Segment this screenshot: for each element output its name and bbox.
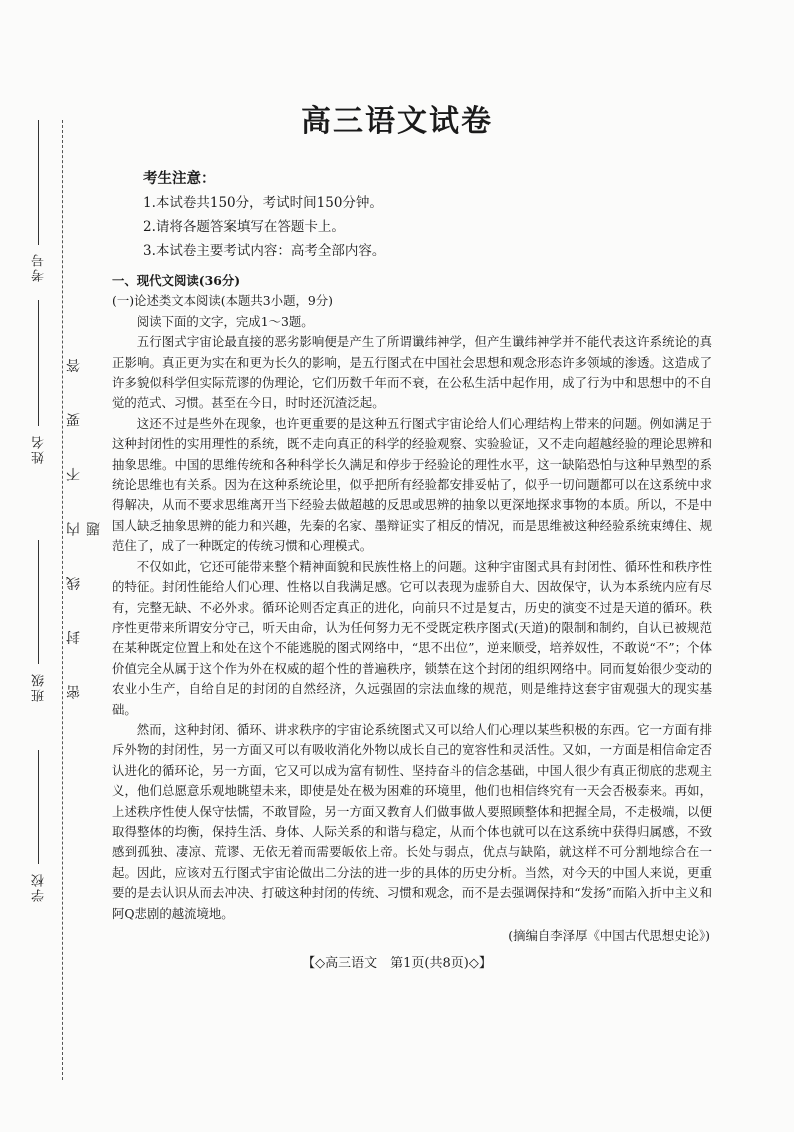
notice-heading: 考生注意：: [143, 170, 216, 187]
passage-source: (摘编自李泽厚《中国古代思想史论》): [508, 928, 710, 943]
name-label: 姓名: [32, 434, 47, 464]
class-label: 班级: [32, 672, 47, 702]
exam-number-label: 考号: [32, 252, 47, 282]
candidate-notice: [143, 167, 385, 263]
page-footer: 【◇高三语文 第1页(共8页)◇】: [302, 956, 492, 971]
class-blank: [38, 540, 39, 664]
seal-notice: 密 封 线 内 不 要 答 题: [66, 340, 102, 700]
name-blank: [38, 300, 39, 426]
subsection-heading: (一)论述类文本阅读(本题共3小题，9分): [112, 293, 333, 309]
passage-paragraph: 不仅如此，它还可能带来整个精神面貌和民族性格上的问题。这种宇宙图式具有封闭性、循环性和秩序性的特征。封闭性能给人们心理、性格以自我满足感。它可以表现为虚骄自大、因故保守，认为本系统内应有尽有，完整无缺、不必外求。循环论则否定真正的进化，向前只不过是复古，历史的演变不过是天道的循环。秩序性更带来所谓安分守己，听天由命，认为任何努力无不受既定秩序图式(天道)的限制和制约，自认已被规范在某种既定位置上和处在这个不能逃脱的图式网络中，“思不出位”，逆来顺受，培养奴性，不敢说“不”；个体价值完全从属于这个作为外在权威的超个性的普遍秩序，锁禁在这个封闭的组织网络中。同而复始很少变动的农业小生产，自给自足的封闭的自然经济，久远强固的宗法血缘的规范，则是维持这套宇宙观强大的现实基础。: [112, 558, 712, 717]
passage-paragraph: 然而，这种封闭、循环、讲求秩序的宇宙论系统图式又可以给人们心理以某些积极的东西。它一方面有排斥外物的封闭性，另一方面又可以有吸收消化外物以成长自己的宽容性和灵活性。又如，一方面是相信命定否认进化的循环论，另一方面，它又可以成为富有韧性、坚持奋斗的信念基础，中国人很少有真正彻底的悲观主义，他们总愿意乐观地眺望未来，即使是处在极为困难的环境里，他们也相信终究有一天会否极泰来。再如，上述秩序性使人保守怯懦，不敢冒险，另一方面又教育人们做事做人要照顾整体和把握全局，不走极端，以便取得整体的均衡，保持生活、身体、人际关系的和谐与稳定，从而个体也就可以在这系统中获得归属感，不致感到孤独、凄凉、荒谬、无依无着而需要皈依上帝。长处与弱点，优点与缺陷，就这样不可分割地综合在一起。因此，应该对五行图式宇宙论做出二分法的进一步的具体的历史分析。当然，对今天的中国人来说，更重要的是去认识从而去冲决、打破这种封闭的传统、习惯和观念，而不是去强调保持和“发扬”而陷入折中主义和阿Q悲剧的越流境地。: [112, 721, 712, 921]
exam-title: 高三语文试卷: [301, 104, 493, 139]
notice-item: 3.本试卷主要考试内容：高考全部内容。: [143, 243, 386, 259]
section-heading: 一、现代文阅读(36分): [112, 273, 241, 288]
passage-paragraph: 这还不过是些外在现象，也许更重要的是这种五行图式宇宙论给人们心理结构上带来的问题。例如满足于这种封闭性的实用理性的系统，既不走向真正的科学的经验观察、实验验证，又不走向超越经验的理论思辨和抽象思维。中国的思维传统和各种科学长久满足和停步于经验论的理性水平，这一缺陷恐怕与这种早熟型的系统论思维也有关系。因为在这种系统论里，似乎把所有经验都安排妥帖了，似乎一切问题都可以在这系统中求得解决，从而不要求思维离开当下经验去做超越的反思或思辨的抽象以更深地探求事物的本质。所以，不是中国人缺乏抽象思辨的能力和兴趣，先秦的名家、墨辩证实了相反的情况，而是思维被这种经验系统束缚住、规范住了，成了一种既定的传统习惯和心理模式。: [112, 415, 712, 554]
notice-item: 2.请将各题答案填写在答题卡上。: [143, 219, 345, 235]
seal-line: [62, 120, 63, 1080]
reading-section: [112, 271, 712, 946]
reading-instruction: 阅读下面的文字，完成1～3题。: [136, 313, 314, 329]
school-label: 学校: [32, 872, 47, 902]
notice-item: 1.本试卷共150分，考试时间150分钟。: [143, 195, 383, 211]
school-blank: [38, 750, 39, 864]
passage-paragraph: 五行图式宇宙论最直接的恶劣影响便是产生了所谓谶纬神学，但产生谶纬神学并不能代表这许系统论的真正影响。真正更为实在和更为长久的影响，是五行图式在中国社会思想和观念形态许多领域的渗透。这造成了许多貌似科学但实际荒谬的伪理论，它们历数千年而不衰，在公私生活中起作用，成了行为中和思想中的不自觉的范式、习惯。甚至在今日，时时还沉渣泛起。: [112, 334, 712, 411]
